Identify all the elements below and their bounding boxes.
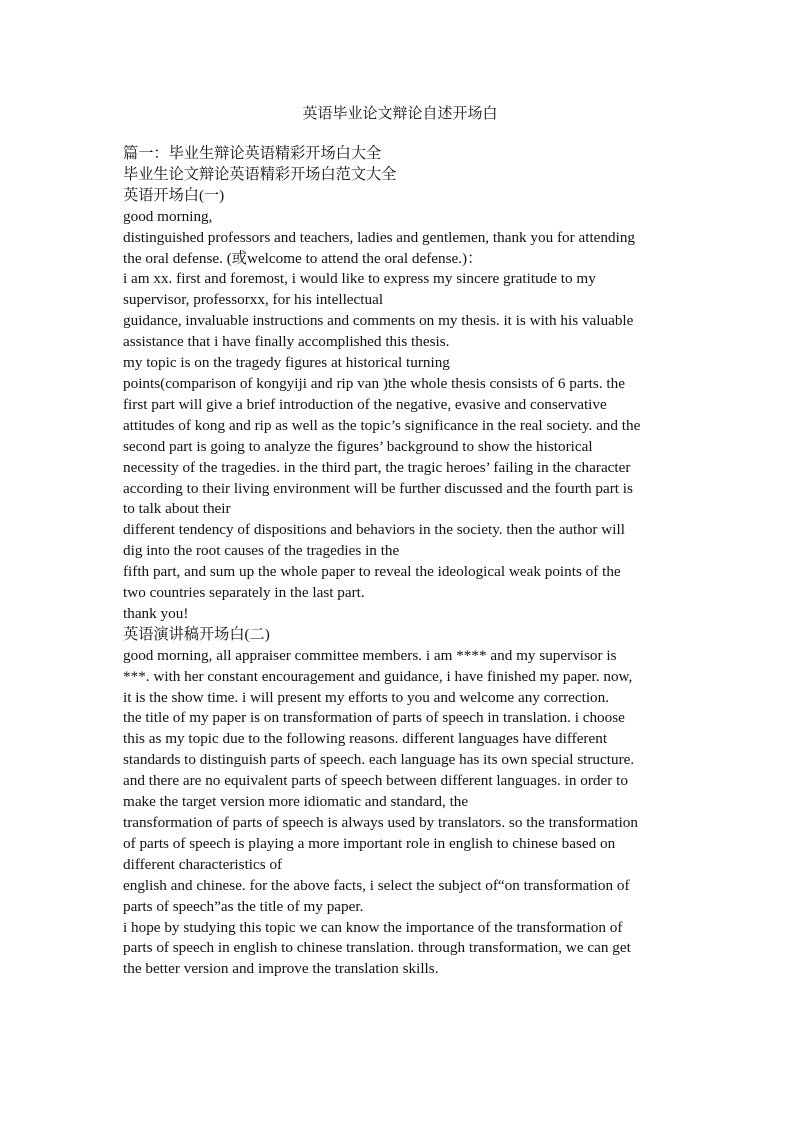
text-line: different characteristics of bbox=[123, 855, 283, 873]
section-subheading: 毕业生论文辩论英语精彩开场白范文大全 bbox=[123, 165, 397, 183]
text-line: good morning, bbox=[123, 207, 213, 225]
text-line: good morning, all appraiser committee members. i am **** and my supervisor is bbox=[123, 646, 617, 664]
document-title: 英语毕业论文辩论自述开场白 bbox=[302, 104, 498, 122]
text-line: assistance that i have finally accomplished this thesis. bbox=[123, 333, 450, 351]
text-line: i am xx. first and foremost, i would like to express my sincere gratitude to my bbox=[123, 270, 596, 288]
text-line: points(comparison of kongyiji and rip van )the whole thesis consists of 6 parts. the bbox=[123, 374, 625, 392]
text-line: second part is going to analyze the figures’ background to show the historical bbox=[123, 437, 593, 455]
text-line: the oral defense. (或welcome to attend the oral defense.)： bbox=[123, 249, 483, 267]
text-line: the better version and improve the translation skills. bbox=[123, 960, 439, 978]
text-line: to talk about their bbox=[123, 500, 231, 518]
text-line: attitudes of kong and rip as well as the topic’s significance in the real society. and the bbox=[123, 416, 641, 434]
text-line: fifth part, and sum up the whole paper to reveal the ideological weak points of the bbox=[123, 563, 621, 581]
text-line: supervisor, professorxx, for his intellectual bbox=[123, 291, 384, 309]
text-line: necessity of the tragedies. in the third part, the tragic heroes’ failing in the character bbox=[123, 458, 631, 476]
text-line: distinguished professors and teachers, ladies and gentlemen, thank you for attending bbox=[123, 228, 636, 246]
section-heading: 篇一：毕业生辩论英语精彩开场白大全 bbox=[123, 145, 382, 162]
text-line: my topic is on the tragedy figures at historical turning bbox=[123, 354, 450, 372]
text-line: thank you! bbox=[123, 604, 189, 622]
text-line: according to their living environment will be further discussed and the fourth part is bbox=[123, 479, 633, 497]
text-line: parts of speech in english to chinese translation. through transformation, we can get bbox=[123, 939, 631, 957]
text-line: dig into the root causes of the tragedies in the bbox=[123, 542, 400, 560]
text-line: it is the show time. i will present my efforts to you and welcome any correction. bbox=[123, 688, 610, 706]
text-line: ***. with her constant encouragement and guidance, i have finished my paper. now, bbox=[123, 667, 633, 685]
text-line: guidance, invaluable instructions and comments on my thesis. it is with his valuable bbox=[123, 312, 634, 330]
text-line: different tendency of dispositions and behaviors in the society. then the author will bbox=[123, 521, 625, 539]
text-line: parts of speech”as the title of my paper. bbox=[123, 897, 364, 915]
text-line: standards to distinguish parts of speech. each language has its own special structure. bbox=[123, 751, 635, 769]
text-line: and there are no equivalent parts of speech between different languages. in order to bbox=[123, 772, 628, 790]
document-body bbox=[123, 144, 683, 980]
text-line: of parts of speech is playing a more important role in english to chinese based on bbox=[123, 834, 616, 852]
text-line: make the target version more idiomatic and standard, the bbox=[123, 793, 469, 811]
text-line: transformation of parts of speech is always used by translators. so the transformation bbox=[123, 814, 638, 831]
text-line: english and chinese. for the above facts, i select the subject of“on transformation of bbox=[123, 876, 630, 894]
part-heading-one: 英语开场白(一) bbox=[123, 186, 225, 204]
text-line: first part will give a brief introduction of the negative, evasive and conservative bbox=[123, 395, 607, 413]
text-line: this as my topic due to the following reasons. different languages have different bbox=[123, 730, 608, 748]
text-line: i hope by studying this topic we can know the importance of the transformation of bbox=[123, 918, 623, 936]
text-line: two countries separately in the last part. bbox=[123, 584, 365, 602]
text-line: the title of my paper is on transformation of parts of speech in translation. i choose bbox=[123, 709, 625, 727]
part-heading-two: 英语演讲稿开场白(二) bbox=[123, 625, 270, 643]
